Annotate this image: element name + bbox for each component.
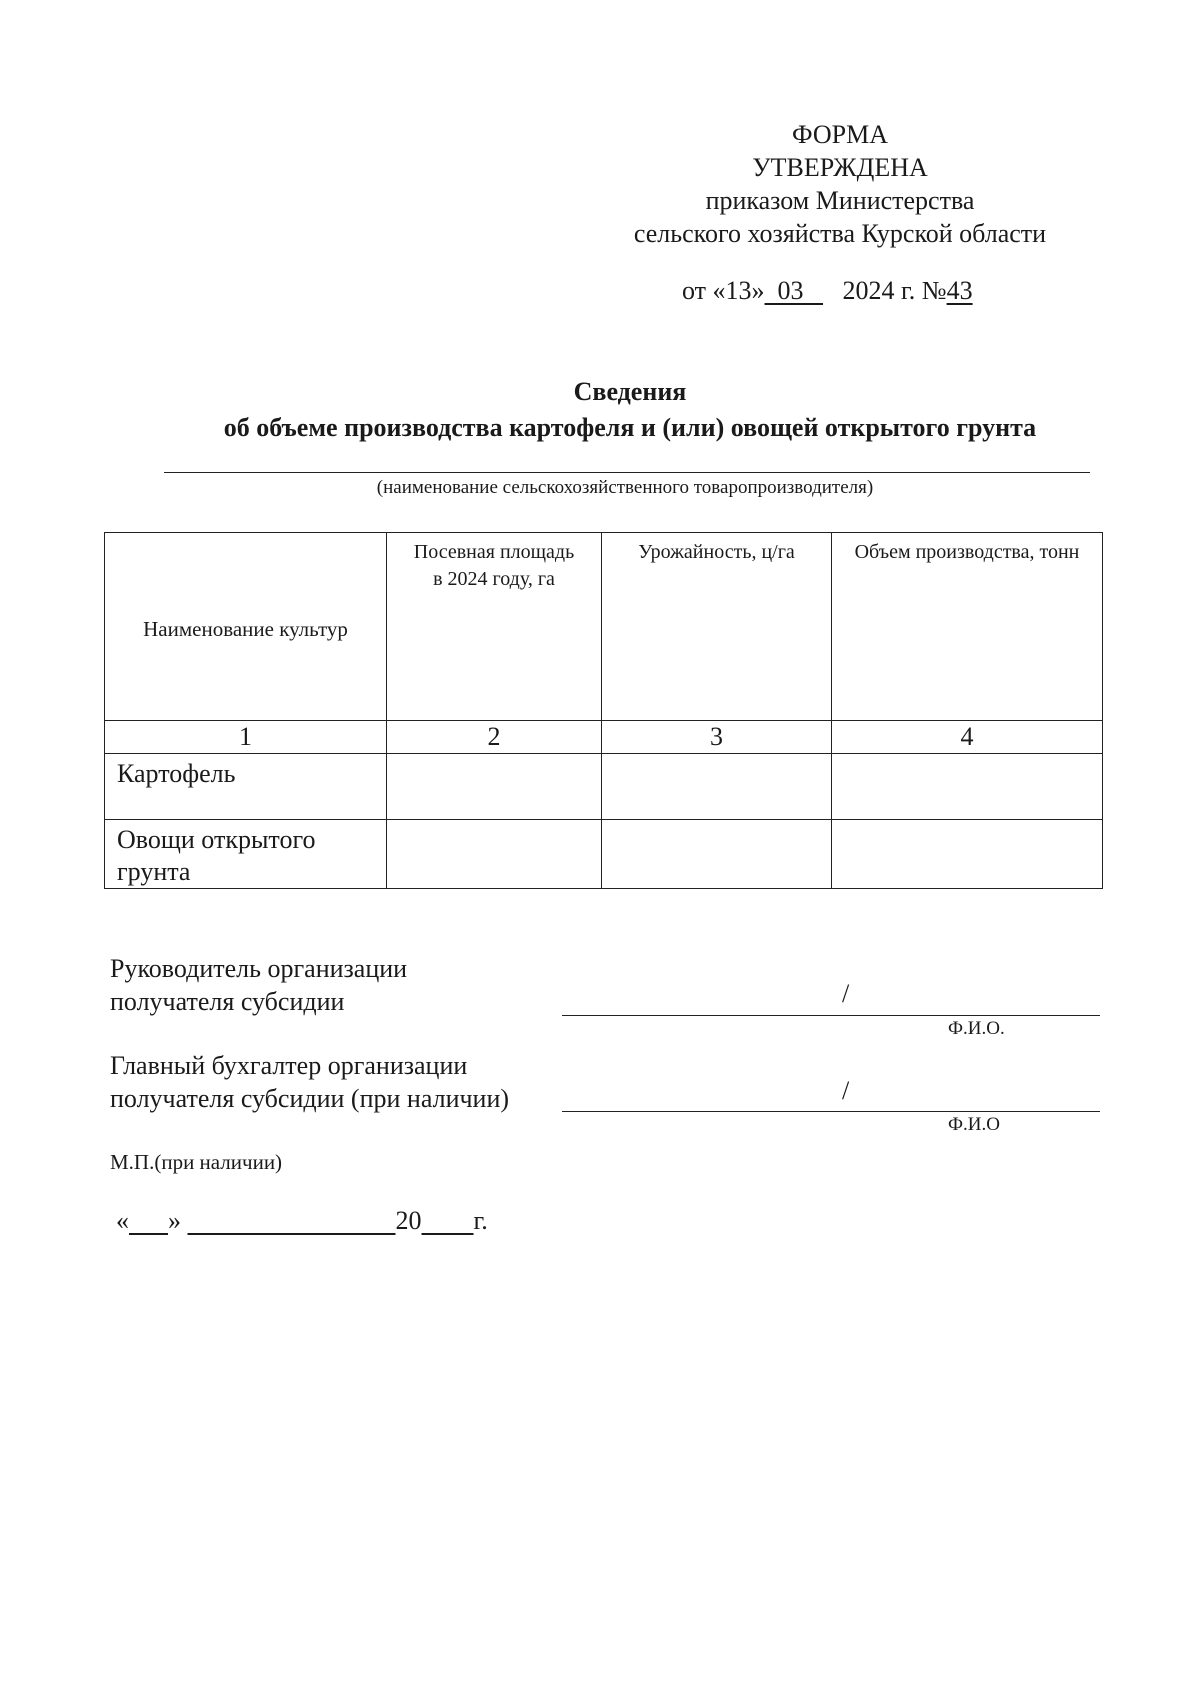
- crop-name-potato: Картофель: [105, 754, 387, 820]
- head-signature-line: [562, 1015, 1100, 1016]
- column-number-3: 3: [602, 721, 832, 754]
- header-crop-name: Наименование культур: [105, 533, 387, 721]
- order-year: 2024 г. №: [842, 276, 947, 305]
- order-number: 43: [946, 276, 973, 305]
- crop-table: [104, 532, 1103, 889]
- approval-ministry-line: сельского хозяйства Курской области: [633, 219, 1047, 248]
- head-fio-caption: Ф.И.О.: [948, 1018, 1005, 1039]
- approval-order-line: приказом Министерства: [705, 186, 975, 215]
- producer-name-line: [164, 472, 1090, 473]
- accountant-fio-caption: Ф.И.О: [948, 1114, 1000, 1135]
- stamp-placeholder: М.П.(при наличии): [110, 1150, 283, 1174]
- sown-area-cell: [387, 754, 602, 820]
- column-number-2: 2: [387, 721, 602, 754]
- approval-form-label: ФОРМА: [792, 120, 888, 149]
- table-number-row: [105, 721, 1103, 754]
- yield-cell: [602, 754, 832, 820]
- production-volume-cell: [832, 820, 1103, 889]
- header-sown-area: Посевная площадь в 2024 году, га: [387, 533, 602, 721]
- sown-area-cell: [387, 820, 602, 889]
- accountant-signature-line: [562, 1111, 1100, 1112]
- accountant-signature-label: Главный бухгалтер организации получателя субсидии (при наличии): [110, 1051, 510, 1113]
- table-row: [105, 754, 1103, 820]
- column-number-4: 4: [832, 721, 1103, 754]
- signing-date-blank: « » 20 г.: [116, 1206, 488, 1235]
- header-production-volume: Объем производства, тонн: [832, 533, 1103, 721]
- head-signature-separator: /: [842, 979, 850, 1008]
- order-month: 03: [777, 276, 804, 305]
- table-header-row: [105, 533, 1103, 721]
- yield-cell: [602, 820, 832, 889]
- production-volume-cell: [832, 754, 1103, 820]
- crop-name-open-field-vegetables: Овощи открытого грунта: [105, 820, 387, 889]
- document-title-main: Сведения: [573, 377, 687, 406]
- order-date-line: [682, 276, 973, 306]
- approval-approved-label: УТВЕРЖДЕНА: [752, 153, 928, 182]
- approval-block: [560, 118, 1120, 250]
- column-number-1: 1: [105, 721, 387, 754]
- order-date-prefix: от «13»: [682, 276, 765, 305]
- document-title: [100, 374, 1160, 446]
- document-title-subtitle: об объеме производства картофеля и (или) овощей открытого грунта: [223, 413, 1037, 442]
- header-yield: Урожайность, ц/га: [602, 533, 832, 721]
- producer-name-caption: (наименование сельскохозяйственного товаропроизводителя): [376, 477, 874, 498]
- accountant-signature-separator: /: [842, 1076, 850, 1105]
- head-signature-label: Руководитель организации получателя субсидии: [110, 954, 408, 1016]
- table-row: [105, 820, 1103, 889]
